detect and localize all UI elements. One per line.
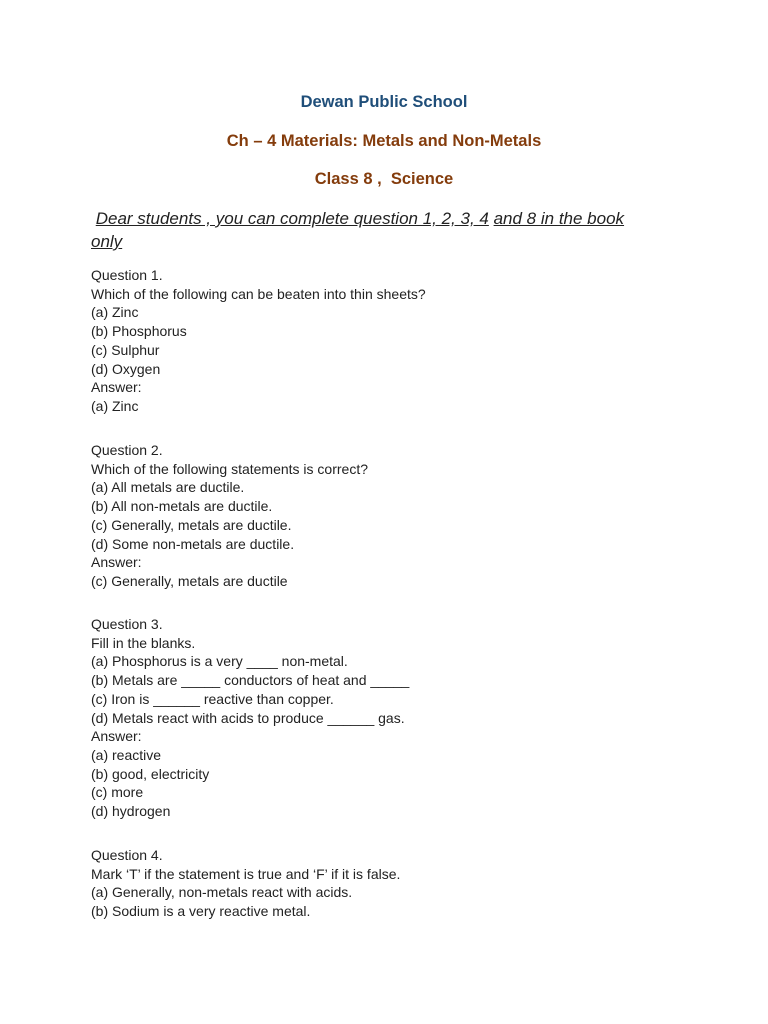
instruction-note: [91, 207, 651, 253]
option: (c) Generally, metals are ductile.: [91, 516, 292, 533]
instruction-part-1: Dear students , you can complete question 1, 2, 3, 4: [95, 209, 489, 228]
chapter-title: Ch – 4 Materials: Metals and Non-Metals: [226, 132, 542, 150]
answer: (d) hydrogen: [91, 803, 171, 820]
school-name: Dewan Public School: [300, 93, 468, 111]
blank: (c) Iron is ______ reactive than copper.: [91, 690, 334, 707]
question-4: [91, 846, 691, 921]
blank: (d) Metals react with acids to produce ______ gas.: [91, 709, 405, 726]
question-title: Question 2.: [91, 442, 163, 458]
answer-label: Answer:: [91, 728, 142, 745]
option: (c) Sulphur: [91, 341, 160, 358]
question-title: Question 4.: [91, 847, 163, 863]
question-title: Question 3.: [91, 616, 163, 632]
question-prompt: Mark ‘T’ if the statement is true and ‘F’ if it is false.: [91, 865, 401, 882]
class-subject: Class 8 , Science: [314, 170, 454, 188]
answer: (a) reactive: [91, 746, 162, 763]
question-1: [91, 266, 691, 416]
question-prompt: Fill in the blanks.: [91, 634, 196, 651]
statement: (a) Generally, non-metals react with acids.: [91, 884, 353, 901]
answer: (a) Zinc: [91, 397, 139, 414]
answer-label: Answer:: [91, 554, 142, 571]
option: (b) Phosphorus: [91, 323, 187, 340]
question-title: Question 1.: [91, 267, 163, 283]
blank: (b) Metals are _____ conductors of heat and _____: [91, 672, 410, 689]
answer: (c) Generally, metals are ductile: [91, 572, 288, 589]
answer: (c) more: [91, 784, 144, 801]
answer: (b) good, electricity: [91, 765, 210, 782]
instruction-part-2: and 8 in the book only: [91, 209, 625, 251]
blank: (a) Phosphorus is a very ____ non-metal.: [91, 653, 348, 670]
question-3: [91, 615, 691, 821]
question-prompt: Which of the following can be beaten into thin sheets?: [91, 285, 426, 302]
statement: (b) Sodium is a very reactive metal.: [91, 903, 311, 920]
option: (d) Oxygen: [91, 360, 161, 377]
option: (a) All metals are ductile.: [91, 479, 245, 496]
option: (d) Some non-metals are ductile.: [91, 535, 295, 552]
option: (a) Zinc: [91, 304, 139, 321]
option: (b) All non-metals are ductile.: [91, 498, 273, 515]
question-2: [91, 441, 691, 591]
answer-label: Answer:: [91, 379, 142, 396]
question-prompt: Which of the following statements is correct?: [91, 460, 369, 477]
